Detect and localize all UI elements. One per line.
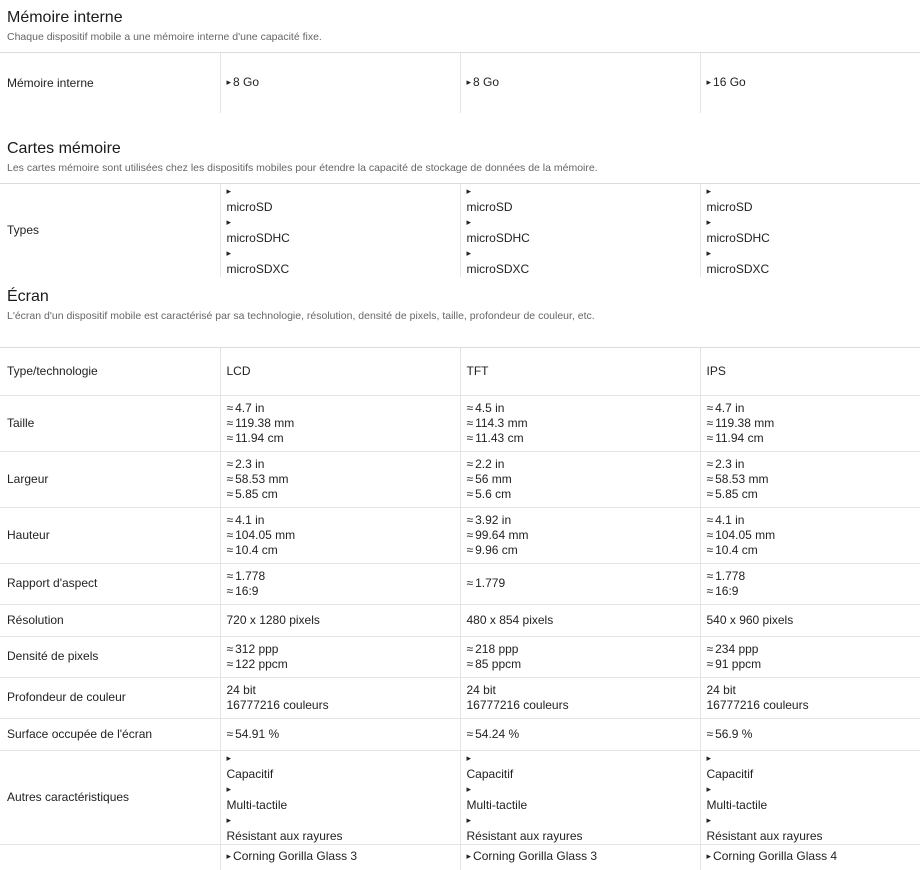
approx-icon: ≈ 119.38 mm	[227, 416, 460, 431]
approx-icon: ≈ 5.85 cm	[707, 487, 920, 502]
spec-value-list	[460, 507, 700, 563]
approx-icon: ≈ 1.778	[227, 569, 460, 584]
spec-line: 16777216 couleurs	[707, 698, 920, 713]
row-label: Taille	[0, 395, 220, 451]
approx-icon: ≈ 5.6 cm	[467, 487, 700, 502]
approx-icon: ≈ 3.92 in	[467, 513, 700, 528]
approx-icon: ≈ 4.7 in	[707, 401, 920, 416]
bullet-icon	[227, 813, 460, 829]
approx-icon: ≈ 91 ppcm	[707, 657, 920, 672]
section-memoire-interne-header	[0, 0, 920, 52]
approx-icon: ≈ 10.4 cm	[227, 543, 460, 558]
approx-icon: ≈ 85 ppcm	[467, 657, 700, 672]
bullet-icon	[707, 184, 920, 200]
approx-icon: ≈ 114.3 mm	[467, 416, 700, 431]
approx-icon: ≈ 5.85 cm	[227, 487, 460, 502]
spec-value-list: ▸ Capacitif ▸ Multi-tactile ▸ Résistant aux rayures	[460, 750, 700, 844]
spec-value	[460, 718, 700, 750]
approx-icon: ≈ 16:9	[227, 584, 460, 599]
row-label: Autres caractéristiques	[0, 750, 220, 844]
section-title: Mémoire interne	[7, 8, 913, 28]
approx-icon: ≈ 54.91 %	[227, 727, 280, 741]
spec-value-list	[220, 563, 460, 604]
row-label: Résolution	[0, 604, 220, 636]
spec-line: 16777216 couleurs	[227, 698, 460, 713]
spec-line: 24 bit	[227, 683, 460, 698]
approx-icon: ≈ 11.43 cm	[467, 431, 700, 446]
approx-icon: ≈ 2.3 in	[707, 457, 920, 472]
approx-icon: ≈ 104.05 mm	[707, 528, 920, 543]
table-row	[0, 184, 920, 277]
spec-line: 24 bit	[467, 683, 700, 698]
bullet-icon	[227, 215, 460, 231]
bullet-icon	[707, 751, 920, 767]
bullet-icon	[227, 184, 460, 200]
approx-icon: ≈ 218 ppp	[467, 642, 700, 657]
row-label: Densité de pixels	[0, 636, 220, 677]
spec-value-list: ▸ microSD ▸ microSDHC ▸ microSDXC	[460, 184, 700, 277]
table-row	[0, 844, 920, 870]
table-row	[0, 348, 920, 395]
memoire-interne-table	[0, 53, 920, 113]
section-description: Les cartes mémoire sont utilisées chez les dispositifs mobiles pour étendre la capacité de stockage de données de la mémoire.	[7, 161, 913, 175]
bullet-icon	[707, 246, 920, 262]
spec-value: 720 x 1280 pixels	[220, 604, 460, 636]
approx-icon: ≈ 234 ppp	[707, 642, 920, 657]
ecran-table	[0, 348, 920, 870]
table-row	[0, 604, 920, 636]
approx-icon: ≈ 122 ppcm	[227, 657, 460, 672]
spec-value: ▸ 16 Go	[700, 53, 920, 113]
section-ecran-header	[0, 277, 920, 347]
spec-value-list	[700, 507, 920, 563]
approx-icon: ≈ 16:9	[707, 584, 920, 599]
approx-icon: ≈ 119.38 mm	[707, 416, 920, 431]
row-label	[0, 844, 220, 870]
spec-value-list	[220, 451, 460, 507]
spec-value-list	[700, 451, 920, 507]
section-cartes-memoire-header	[0, 113, 920, 183]
table-row	[0, 507, 920, 563]
bullet-icon	[707, 782, 920, 798]
spec-value-list	[220, 507, 460, 563]
section-title: Cartes mémoire	[7, 139, 913, 159]
cartes-memoire-table	[0, 184, 920, 277]
spec-value-list	[220, 395, 460, 451]
spec-value-list	[700, 395, 920, 451]
spec-value-list: ▸ Capacitif ▸ Multi-tactile ▸ Résistant aux rayures	[220, 750, 460, 844]
spec-value-list	[700, 563, 920, 604]
table-row	[0, 750, 920, 844]
spec-value: IPS	[700, 348, 920, 395]
spec-value-list	[220, 677, 460, 718]
spec-value-list: ▸ Capacitif ▸ Multi-tactile ▸ Résistant aux rayures	[700, 750, 920, 844]
spec-value-list: ▸ microSD ▸ microSDHC ▸ microSDXC	[220, 184, 460, 277]
spec-line: 16777216 couleurs	[467, 698, 700, 713]
spec-value: 540 x 960 pixels	[700, 604, 920, 636]
spec-value: LCD	[220, 348, 460, 395]
section-title: Écran	[7, 287, 913, 307]
approx-icon: ≈ 2.2 in	[467, 457, 700, 472]
approx-icon: ≈ 56.9 %	[707, 727, 753, 741]
approx-icon: ≈ 58.53 mm	[707, 472, 920, 487]
row-label: Type/technologie	[0, 348, 220, 395]
spec-value: ▸ 8 Go	[460, 53, 700, 113]
bullet-icon	[227, 782, 460, 798]
bullet-icon	[467, 813, 700, 829]
row-label: Hauteur	[0, 507, 220, 563]
approx-icon: ≈ 1.778	[707, 569, 920, 584]
spec-value-list	[220, 636, 460, 677]
approx-icon: ≈ 2.3 in	[227, 457, 460, 472]
table-row	[0, 636, 920, 677]
approx-icon: ≈ 9.96 cm	[467, 543, 700, 558]
row-label: Largeur	[0, 451, 220, 507]
spec-value	[700, 718, 920, 750]
bullet-icon	[227, 751, 460, 767]
spec-value: ▸ Corning Gorilla Glass 4	[700, 844, 920, 870]
spec-value: TFT	[460, 348, 700, 395]
approx-icon: ≈ 11.94 cm	[707, 431, 920, 446]
approx-icon: ≈ 4.7 in	[227, 401, 460, 416]
spec-line: 24 bit	[707, 683, 920, 698]
spec-value-list	[460, 395, 700, 451]
section-description: L'écran d'un dispositif mobile est caractérisé par sa technologie, résolution, densité de pixels, taille, profondeur de couleur, etc.	[7, 309, 913, 323]
bullet-icon	[467, 782, 700, 798]
spec-value: ▸ Corning Gorilla Glass 3	[220, 844, 460, 870]
row-label: Types	[0, 184, 220, 277]
table-row	[0, 563, 920, 604]
spec-value: ▸ Corning Gorilla Glass 3	[460, 844, 700, 870]
bullet-icon	[467, 215, 700, 231]
bullet-icon	[467, 184, 700, 200]
spec-value-list	[700, 677, 920, 718]
table-row	[0, 53, 920, 113]
approx-icon: ≈ 104.05 mm	[227, 528, 460, 543]
approx-icon: ≈ 11.94 cm	[227, 431, 460, 446]
row-label: Profondeur de couleur	[0, 677, 220, 718]
bullet-icon	[707, 813, 920, 829]
table-row	[0, 451, 920, 507]
bullet-icon	[227, 246, 460, 262]
approx-icon: ≈ 56 mm	[467, 472, 700, 487]
spec-value: ▸ 8 Go	[220, 53, 460, 113]
table-row	[0, 677, 920, 718]
spec-value-list	[700, 636, 920, 677]
approx-icon: ≈ 4.5 in	[467, 401, 700, 416]
spec-value-list: ▸ microSD ▸ microSDHC ▸ microSDXC	[700, 184, 920, 277]
row-label: Mémoire interne	[0, 53, 220, 113]
bullet-icon	[467, 751, 700, 767]
bullet-icon	[707, 215, 920, 231]
spec-value-list	[460, 677, 700, 718]
spec-value: 480 x 854 pixels	[460, 604, 700, 636]
approx-icon: ≈ 312 ppp	[227, 642, 460, 657]
row-label: Rapport d'aspect	[0, 563, 220, 604]
table-row	[0, 395, 920, 451]
approx-icon: ≈ 99.64 mm	[467, 528, 700, 543]
approx-icon: ≈ 10.4 cm	[707, 543, 920, 558]
row-label: Surface occupée de l'écran	[0, 718, 220, 750]
spec-value	[220, 718, 460, 750]
approx-icon: ≈ 4.1 in	[227, 513, 460, 528]
spec-value-list	[460, 636, 700, 677]
table-row	[0, 718, 920, 750]
spec-value-list	[460, 451, 700, 507]
approx-icon: ≈ 54.24 %	[467, 727, 520, 741]
approx-icon: ≈ 1.779	[467, 576, 700, 591]
approx-icon: ≈ 4.1 in	[707, 513, 920, 528]
section-description: Chaque dispositif mobile a une mémoire interne d'une capacité fixe.	[7, 30, 913, 44]
bullet-icon	[467, 246, 700, 262]
approx-icon: ≈ 58.53 mm	[227, 472, 460, 487]
spec-value-list	[460, 563, 700, 604]
